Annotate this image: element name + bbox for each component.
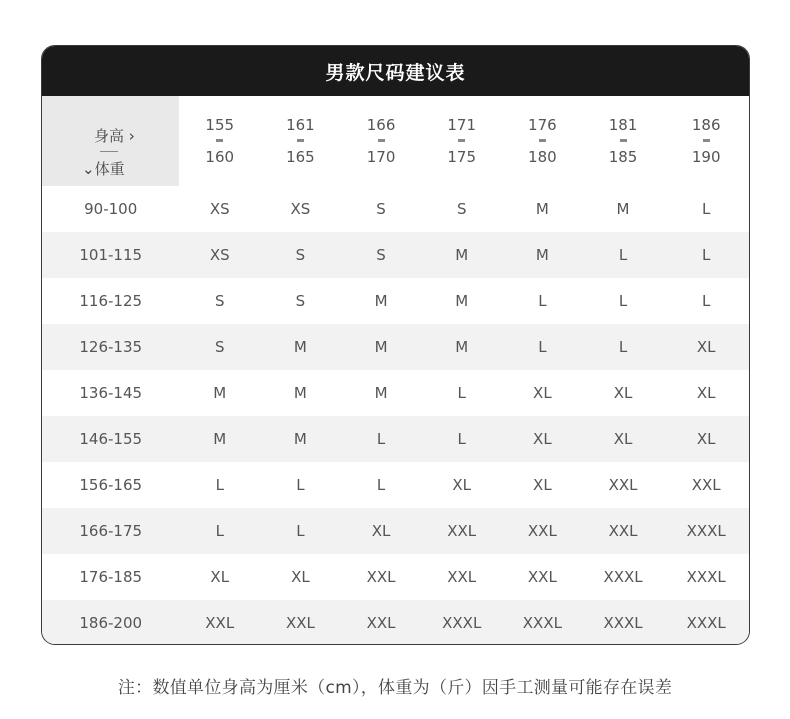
- size-cell: XS: [290, 200, 311, 218]
- size-cell: XL: [371, 522, 391, 540]
- size-chart-card: [41, 45, 750, 645]
- height-to: 175: [447, 148, 477, 166]
- height-from: 171: [447, 116, 477, 134]
- size-cell: M: [535, 200, 549, 218]
- size-cell: L: [702, 200, 711, 218]
- weight-cell: 156-165: [79, 476, 143, 494]
- size-cell: L: [538, 338, 547, 356]
- range-dash: [458, 139, 465, 142]
- size-cell: XXXL: [603, 614, 643, 632]
- size-cell: L: [376, 476, 386, 494]
- height-from: 181: [608, 116, 638, 134]
- height-from: 166: [366, 116, 396, 134]
- size-cell: S: [376, 200, 386, 218]
- height-axis-label: 身高 ›: [94, 126, 135, 145]
- size-cell: M: [293, 338, 307, 356]
- size-cell: L: [618, 338, 628, 356]
- size-cell: L: [702, 246, 711, 264]
- corner-cell: [42, 96, 179, 186]
- table-row: [42, 600, 749, 645]
- weight-cell: 90-100: [84, 200, 138, 218]
- size-cell: XXL: [608, 476, 638, 494]
- weight-cell: 146-155: [79, 430, 143, 448]
- size-table: [42, 96, 749, 645]
- height-header-cell: [663, 96, 749, 186]
- size-cell: XL: [613, 384, 633, 402]
- size-cell: L: [457, 430, 466, 448]
- size-cell: M: [374, 292, 388, 310]
- size-cell: L: [457, 384, 466, 402]
- size-cell: XS: [209, 246, 230, 264]
- size-cell: XXL: [447, 522, 477, 540]
- weight-cell: 101-115: [79, 246, 143, 264]
- size-cell: L: [618, 292, 628, 310]
- weight-cell: 136-145: [79, 384, 143, 402]
- size-cell: XXL: [691, 476, 721, 494]
- corner-divider: [100, 151, 118, 152]
- size-cell: XXL: [447, 568, 477, 586]
- size-cell: XXXL: [442, 614, 482, 632]
- size-cell: XXXL: [686, 614, 726, 632]
- size-cell: XXL: [285, 614, 315, 632]
- size-cell: S: [295, 246, 306, 264]
- size-cell: S: [214, 292, 225, 310]
- range-dash: [378, 139, 385, 142]
- size-cell: M: [616, 200, 630, 218]
- size-cell: XXL: [527, 522, 557, 540]
- height-to: 190: [691, 148, 721, 166]
- table-body: [42, 186, 749, 645]
- size-cell: XL: [613, 430, 633, 448]
- range-dash: [620, 139, 627, 142]
- size-cell: XL: [533, 430, 552, 448]
- size-cell: M: [213, 384, 227, 402]
- size-cell: S: [295, 292, 306, 310]
- height-header-cell: [583, 96, 664, 186]
- height-to: 180: [528, 148, 557, 166]
- footnote: 注：数值单位身高为厘米（cm），体重为（斤）因手工测量可能存在误差: [117, 678, 673, 698]
- size-cell: M: [374, 338, 388, 356]
- table-row: [42, 278, 749, 324]
- size-cell: M: [455, 292, 469, 310]
- height-from: 186: [691, 116, 721, 134]
- size-cell: XXXL: [603, 568, 643, 586]
- size-cell: XL: [696, 338, 716, 356]
- size-cell: XXXL: [522, 614, 562, 632]
- size-cell: L: [215, 476, 224, 494]
- table-row: [42, 370, 749, 416]
- size-cell: M: [213, 430, 227, 448]
- size-cell: L: [538, 292, 547, 310]
- size-cell: L: [296, 476, 305, 494]
- weight-cell: 126-135: [79, 338, 143, 356]
- size-cell: XL: [291, 568, 310, 586]
- size-cell: M: [455, 338, 469, 356]
- table-row: [42, 232, 749, 278]
- table-row: [42, 462, 749, 508]
- weight-cell: 186-200: [79, 614, 143, 632]
- size-cell: XXXL: [686, 568, 726, 586]
- size-cell: XL: [533, 476, 552, 494]
- height-header-cell: [502, 96, 583, 186]
- size-cell: XL: [533, 384, 552, 402]
- size-cell: XL: [696, 430, 716, 448]
- size-cell: M: [293, 430, 307, 448]
- height-from: 155: [205, 116, 235, 134]
- size-cell: XS: [209, 200, 230, 218]
- height-header-cell: [341, 96, 422, 186]
- size-cell: S: [214, 338, 225, 356]
- height-header-cell: [421, 96, 502, 186]
- range-dash: [216, 139, 223, 142]
- size-cell: M: [455, 246, 469, 264]
- size-cell: XXL: [366, 614, 396, 632]
- size-cell: XL: [210, 568, 230, 586]
- weight-cell: 166-175: [79, 522, 143, 540]
- height-from: 161: [286, 116, 315, 134]
- range-dash: [703, 139, 710, 142]
- size-cell: M: [293, 384, 307, 402]
- size-cell: S: [456, 200, 467, 218]
- table-row: [42, 186, 749, 232]
- size-cell: XXL: [366, 568, 396, 586]
- weight-cell: 116-125: [79, 292, 143, 310]
- range-dash: [539, 139, 546, 142]
- size-cell: XXXL: [686, 522, 726, 540]
- size-cell: M: [535, 246, 549, 264]
- chart-title: 男款尺码建议表: [42, 46, 749, 96]
- header-row: [42, 96, 749, 186]
- size-cell: L: [702, 292, 711, 310]
- size-cell: XL: [452, 476, 472, 494]
- table-row: [42, 554, 749, 600]
- height-to: 160: [205, 148, 235, 166]
- table-row: [42, 324, 749, 370]
- size-cell: XXL: [608, 522, 638, 540]
- height-header-cell: [179, 96, 260, 186]
- size-cell: L: [618, 246, 628, 264]
- size-cell: XXL: [205, 614, 235, 632]
- size-cell: L: [376, 430, 386, 448]
- weight-axis-label: ⌄体重: [82, 159, 125, 178]
- height-to: 165: [286, 148, 315, 166]
- size-cell: XL: [696, 384, 716, 402]
- range-dash: [297, 139, 304, 142]
- height-from: 176: [528, 116, 557, 134]
- size-cell: M: [374, 384, 388, 402]
- size-cell: XXL: [527, 568, 557, 586]
- size-cell: L: [296, 522, 305, 540]
- size-cell: S: [376, 246, 386, 264]
- height-to: 185: [608, 148, 638, 166]
- table-row: [42, 416, 749, 462]
- size-cell: L: [215, 522, 224, 540]
- weight-cell: 176-185: [79, 568, 143, 586]
- table-row: [42, 508, 749, 554]
- height-header-cell: [260, 96, 341, 186]
- height-to: 170: [366, 148, 396, 166]
